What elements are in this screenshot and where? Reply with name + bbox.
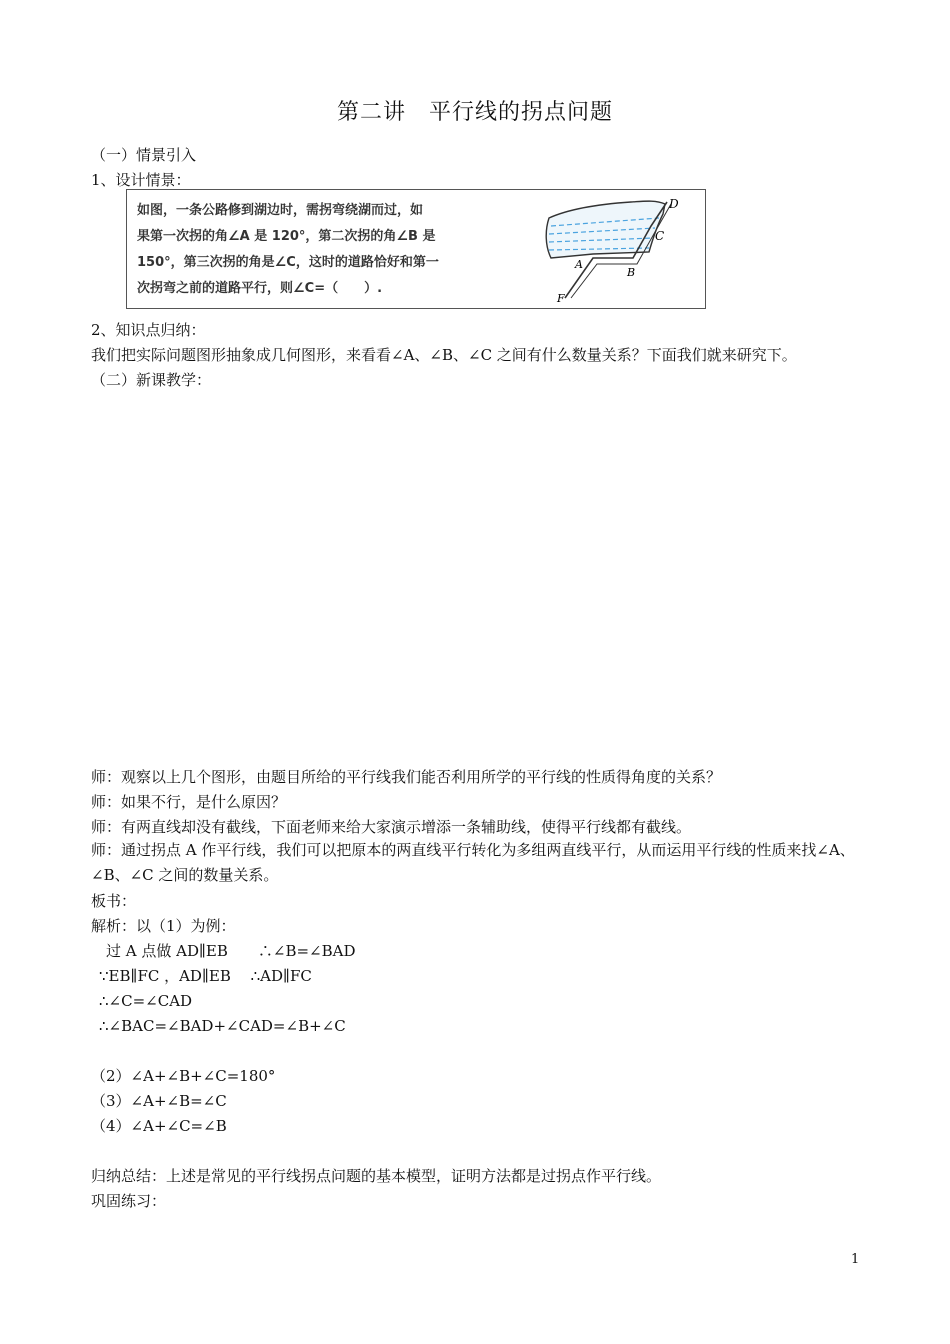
problem-line: 次拐弯之前的道路平行，则∠C=（ ）. (137, 281, 383, 296)
section-heading-intro: （一）情景引入 (91, 146, 197, 164)
teacher-paragraph: 师：通过拐点 A 作平行线，我们可以把原本的两直线平行转化为多组两直线平行，从而运用平行线的性质来找∠A、∠B、∠C 之间的数量关系。 (91, 841, 855, 884)
page-number: 1 (851, 1252, 860, 1267)
lake-road-diagram (541, 196, 691, 304)
analysis-label: 解析：以（1）为例： (91, 917, 236, 935)
label-d: D (669, 197, 679, 211)
item-design-scenario: 1、设计情景： (91, 171, 191, 189)
intro-paragraph: 我们把实际问题图形抽象成几何图形，来看看∠A、∠B、∠C 之间有什么数量关系？下面我们就来研究下。 (91, 346, 797, 364)
scenario-problem-text (137, 198, 517, 302)
proof-step: ∵EB∥FC ，AD∥EB ∴AD∥FC (99, 967, 312, 985)
proof-step: ∴∠BAC=∠BAD+∠CAD=∠B+∠C (99, 1017, 346, 1035)
practice-heading: 巩固练习： (91, 1192, 167, 1210)
problem-line: 如图，一条公路修到湖边时，需拐弯绕湖而过，如 (137, 203, 424, 218)
section-heading-new-lesson: （二）新课教学： (91, 371, 212, 389)
problem-line: 150°，第三次拐的角是∠C，这时的道路恰好和第一 (137, 255, 439, 270)
result-case: （3）∠A+∠B=∠C (91, 1092, 227, 1110)
lecture-title: 第二讲 平行线的拐点问题 (336, 100, 613, 125)
summary-paragraph: 归纳总结：上述是常见的平行线拐点问题的基本模型，证明方法都是过拐点作平行线。 (91, 1167, 662, 1185)
proof-step: 过 A 点做 AD∥EB ∴∠B=∠BAD (91, 942, 356, 960)
label-a: A (575, 258, 583, 271)
label-f: F (557, 292, 565, 304)
teacher-line: 师：有两直线却没有截线，下面老师来给大家演示增添一条辅助线，使得平行线都有截线。 (91, 818, 692, 836)
problem-line: 果第一次拐的角∠A 是 120°，第二次拐的角∠B 是 (137, 229, 436, 244)
teacher-line: 师：如果不行，是什么原因？ (91, 793, 287, 811)
label-c: C (655, 229, 665, 243)
teacher-line: 师：观察以上几个图形，由题目所给的平行线我们能否利用所学的平行线的性质得角度的关系？ (91, 768, 722, 786)
board-label: 板书： (91, 892, 137, 910)
item-knowledge-summary: 2、知识点归纳： (91, 321, 206, 339)
scenario-figure (126, 189, 706, 309)
result-case: （2）∠A+∠B+∠C=180° (91, 1067, 276, 1085)
label-b: B (627, 266, 636, 279)
result-case: （4）∠A+∠C=∠B (91, 1117, 227, 1135)
proof-step: ∴∠C=∠CAD (99, 992, 193, 1010)
